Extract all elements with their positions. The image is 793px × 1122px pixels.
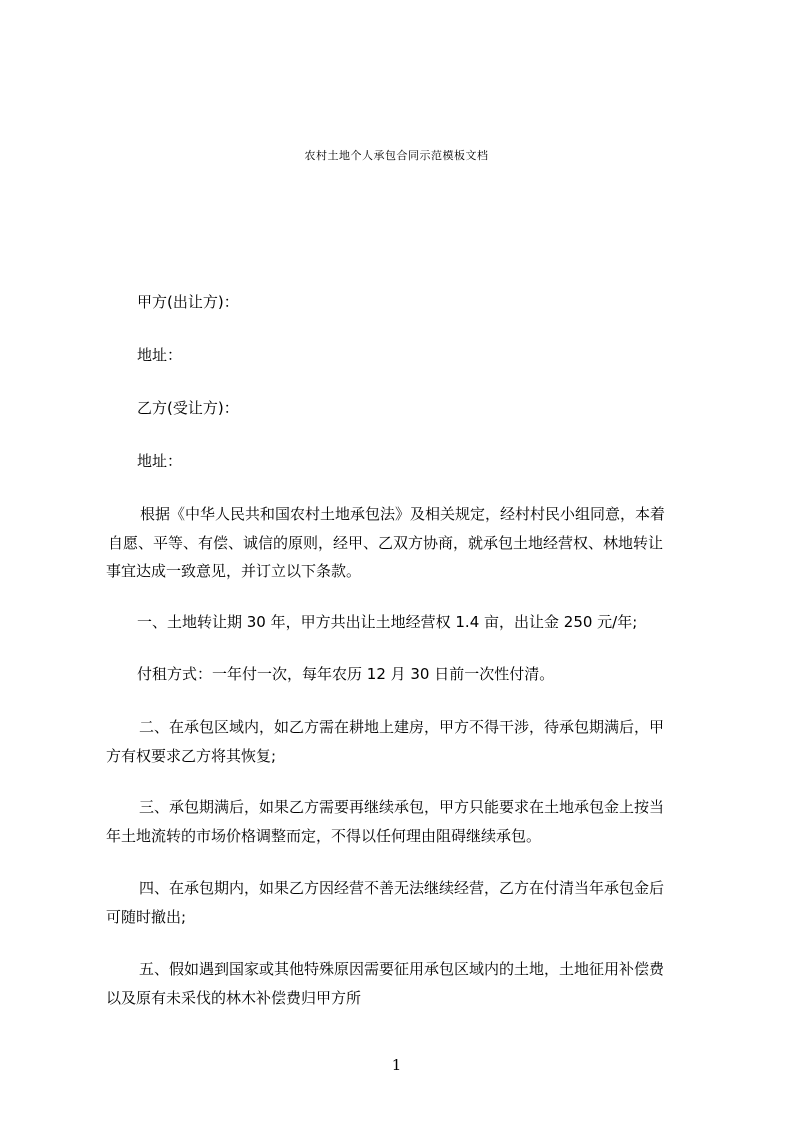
clause-1: 一、土地转让期 30 年，甲方共出让土地经营权 1.4 亩，出让金 250 元/年; <box>137 613 638 631</box>
party-a-label: 甲方(出让方)： <box>137 293 239 311</box>
clause-5-line: 以及原有未采伐的林木补偿费归甲方所 <box>106 989 362 1007</box>
party-b-label: 乙方(受让方)： <box>137 399 239 417</box>
payment-terms: 付租方式：一年付一次，每年农历 12 月 30 日前一次性付清。 <box>137 665 555 683</box>
party-b-address-label: 地址： <box>137 452 183 470</box>
clause-4-line: 可随时撤出; <box>106 908 187 926</box>
preamble-line: 事宜达成一致意见，并订立以下条款。 <box>106 562 362 580</box>
document-title: 农村土地个人承包合同示范模板文档 <box>304 149 489 162</box>
party-a-address-label: 地址： <box>137 346 183 364</box>
clause-3-line: 三、承包期满后，如果乙方需要再继续承包，甲方只能要求在土地承包金上按当 <box>139 798 665 816</box>
clause-3-line: 年土地流转的市场价格调整而定，不得以任何理由阻碍继续承包。 <box>106 827 542 845</box>
clause-5-line: 五、假如遇到国家或其他特殊原因需要征用承包区域内的土地，土地征用补偿费 <box>139 960 665 978</box>
clause-2-line: 方有权要求乙方将其恢复; <box>106 747 277 765</box>
clause-4-line: 四、在承包期内，如果乙方因经营不善无法继续经营，乙方在付清当年承包金后 <box>139 879 665 897</box>
preamble-line: 根据《中华人民共和国农村土地承包法》及相关规定，经村村民小组同意，本着 <box>140 505 666 523</box>
page-number: 1 <box>391 1056 402 1074</box>
preamble-line: 自愿、平等、有偿、诚信的原则，经甲、乙双方协商，就承包土地经营权、林地转让 <box>108 534 664 552</box>
clause-2-line: 二、在承包区域内，如乙方需在耕地上建房，甲方不得干涉，待承包期满后，甲 <box>139 718 665 736</box>
